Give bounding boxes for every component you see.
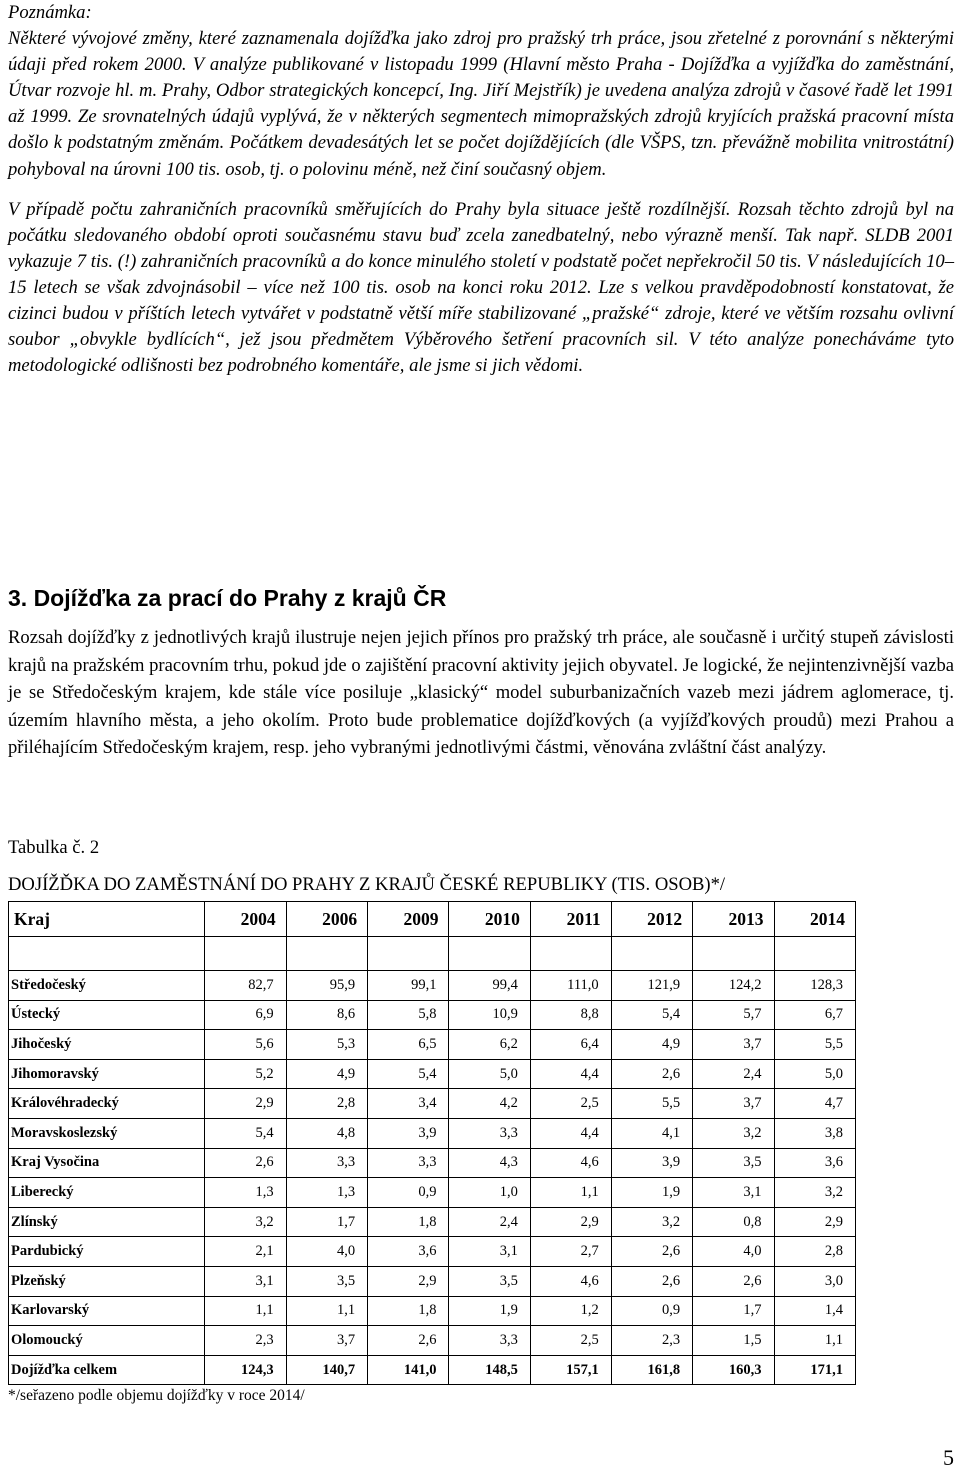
region-name-cell: Karlovarský: [9, 1296, 205, 1326]
value-cell: 1,3: [205, 1178, 286, 1208]
note-block: [8, 0, 954, 379]
value-cell: 2,6: [611, 1266, 692, 1296]
value-cell: 8,6: [286, 1000, 367, 1030]
document-page: [8, 0, 954, 1404]
value-cell: 4,4: [530, 1059, 611, 1089]
value-cell: 5,0: [774, 1059, 856, 1089]
value-cell: 5,3: [286, 1030, 367, 1060]
value-cell: 140,7: [286, 1355, 367, 1385]
region-name-cell: Moravskoslezský: [9, 1118, 205, 1148]
note-paragraph-2: V případě počtu zahraničních pracovníků směřujících do Prahy byla situace ještě rozdílnější. Rozsah těchto zdrojů byl na počátku sledovaného období oproti současnému stavu buď zcela zanedbatelný, nebo výrazně menší. Tak např. SLDB 2001 vykazuje 7 tis. (!) zahraničních pracovníků a do konce minulého století v podstatě počet nepřekročil 50 tis. V následujících 10–15 letech se však zdvojnásobil – více než 100 tis. osob na konci roku 2012. Lze s velkou pravděpodobností konstatovat, že cizinci budou v příštích letech vytvářet v podstatně větší míře stabilizované „pražské“ zdroje, které ve větším rozsahu ovlivní soubor „obvykle bydlících“, jež jsou předmětem Výběrového šetření pracovních sil. V této analýze ponecháváme tyto metodologické odlišnosti bez podrobného komentáře, ale jsme si jich vědomi.: [8, 198, 954, 377]
region-name-cell: Královéhradecký: [9, 1089, 205, 1119]
value-cell: 2,1: [205, 1237, 286, 1267]
header-cell: 2009: [368, 902, 449, 937]
value-cell: 2,3: [611, 1326, 692, 1356]
region-name-cell: Jihomoravský: [9, 1059, 205, 1089]
table-header-row: [9, 902, 856, 937]
section-heading: 3. Dojížďka za prací do Prahy z krajů ČR: [8, 585, 447, 611]
value-cell: 3,7: [286, 1326, 367, 1356]
value-cell: 3,8: [774, 1118, 856, 1148]
table-row: [9, 1266, 856, 1296]
value-cell: 1,3: [286, 1178, 367, 1208]
value-cell: 0,8: [693, 1207, 774, 1237]
value-cell: 3,1: [693, 1178, 774, 1208]
value-cell: 1,9: [449, 1296, 530, 1326]
value-cell: 3,2: [205, 1207, 286, 1237]
value-cell: 4,0: [693, 1237, 774, 1267]
value-cell: 3,2: [611, 1207, 692, 1237]
value-cell: 5,7: [693, 1000, 774, 1030]
value-cell: 1,2: [530, 1296, 611, 1326]
value-cell: 0,9: [368, 1178, 449, 1208]
region-name-cell: Olomoucký: [9, 1326, 205, 1356]
header-cell: 2014: [774, 902, 856, 937]
value-cell: 3,3: [368, 1148, 449, 1178]
value-cell: 4,7: [774, 1089, 856, 1119]
value-cell: 5,4: [611, 1000, 692, 1030]
value-cell: 6,5: [368, 1030, 449, 1060]
value-cell: 3,6: [368, 1237, 449, 1267]
region-name-cell: Pardubický: [9, 1237, 205, 1267]
value-cell: 2,6: [368, 1326, 449, 1356]
value-cell: 1,7: [286, 1207, 367, 1237]
header-cell: 2012: [611, 902, 692, 937]
value-cell: 2,7: [530, 1237, 611, 1267]
value-cell: 2,6: [693, 1266, 774, 1296]
value-cell: 157,1: [530, 1355, 611, 1385]
table-spacer-row: [9, 937, 856, 971]
value-cell: 4,9: [611, 1030, 692, 1060]
value-cell: 3,3: [449, 1326, 530, 1356]
value-cell: 3,9: [368, 1118, 449, 1148]
value-cell: 0,9: [611, 1296, 692, 1326]
commuting-table: [8, 901, 856, 1385]
header-cell: Kraj: [9, 902, 205, 937]
value-cell: 1,1: [205, 1296, 286, 1326]
value-cell: 2,9: [205, 1089, 286, 1119]
value-cell: 3,3: [449, 1118, 530, 1148]
value-cell: 121,9: [611, 971, 692, 1001]
table-row: [9, 1089, 856, 1119]
value-cell: 4,6: [530, 1148, 611, 1178]
region-name-cell: Zlínský: [9, 1207, 205, 1237]
region-name-cell: Kraj Vysočina: [9, 1148, 205, 1178]
header-cell: 2004: [205, 902, 286, 937]
value-cell: 5,5: [611, 1089, 692, 1119]
value-cell: 1,4: [774, 1296, 856, 1326]
value-cell: 5,4: [205, 1118, 286, 1148]
table-row: [9, 1148, 856, 1178]
value-cell: 161,8: [611, 1355, 692, 1385]
region-name-cell: Dojížďka celkem: [9, 1355, 205, 1385]
table-row: [9, 971, 856, 1001]
header-cell: 2013: [693, 902, 774, 937]
value-cell: 4,8: [286, 1118, 367, 1148]
table-row: [9, 1030, 856, 1060]
value-cell: 3,5: [286, 1266, 367, 1296]
value-cell: 3,5: [449, 1266, 530, 1296]
value-cell: 2,6: [611, 1059, 692, 1089]
value-cell: 2,4: [693, 1059, 774, 1089]
value-cell: 4,1: [611, 1118, 692, 1148]
value-cell: 99,4: [449, 971, 530, 1001]
value-cell: 1,9: [611, 1178, 692, 1208]
value-cell: 2,6: [205, 1148, 286, 1178]
region-name-cell: Ústecký: [9, 1000, 205, 1030]
value-cell: 3,3: [286, 1148, 367, 1178]
value-cell: 1,7: [693, 1296, 774, 1326]
value-cell: 4,2: [449, 1089, 530, 1119]
table-row: [9, 1296, 856, 1326]
table-row: [9, 1237, 856, 1267]
table-title: DOJÍŽĎKA DO ZAMĚSTNÁNÍ DO PRAHY Z KRAJŮ ČESKÉ REPUBLIKY (TIS. OSOB)*/: [8, 874, 726, 895]
value-cell: 111,0: [530, 971, 611, 1001]
value-cell: 2,9: [530, 1207, 611, 1237]
value-cell: 5,6: [205, 1030, 286, 1060]
section-paragraph: Rozsah dojížďky z jednotlivých krajů ilustruje nejen jejich přínos pro pražský trh práce, ale současně i určitý stupeň závislosti krajů na pražském pracovním trhu, pokud jde o zajištění pracovní aktivity jejich obyvatel. Je logické, že nejintenzivnější vazba je se Středočeským krajem, kde stále více posiluje „klasický“ model suburbanizačních vazeb mezi jádrem aglomerace, tj. územím hlavního města, a jeho okolím. Proto bude problematice dojížďkových (a vyjížďkových proudů) mezi Prahou a přiléhajícím Středočeským krajem, resp. jeho vybranými jednotlivými částmi, věnována zvláštní část analýzy.: [8, 627, 954, 759]
region-name-cell: Jihočeský: [9, 1030, 205, 1060]
value-cell: 1,8: [368, 1296, 449, 1326]
table-row: [9, 1118, 856, 1148]
value-cell: 5,5: [774, 1030, 856, 1060]
value-cell: 128,3: [774, 971, 856, 1001]
value-cell: 1,8: [368, 1207, 449, 1237]
value-cell: 6,4: [530, 1030, 611, 1060]
region-name-cell: Středočeský: [9, 971, 205, 1001]
value-cell: 160,3: [693, 1355, 774, 1385]
note-heading: Poznámka:: [8, 2, 92, 23]
value-cell: 141,0: [368, 1355, 449, 1385]
value-cell: 99,1: [368, 971, 449, 1001]
table-row: [9, 1207, 856, 1237]
value-cell: 4,0: [286, 1237, 367, 1267]
value-cell: 2,5: [530, 1326, 611, 1356]
value-cell: 5,4: [368, 1059, 449, 1089]
value-cell: 10,9: [449, 1000, 530, 1030]
header-cell: 2011: [530, 902, 611, 937]
table-label: Tabulka č. 2: [8, 837, 100, 858]
value-cell: 2,8: [774, 1237, 856, 1267]
value-cell: 1,5: [693, 1326, 774, 1356]
value-cell: 1,1: [286, 1296, 367, 1326]
note-paragraph-1: Některé vývojové změny, které zaznamenala dojížďka jako zdroj pro pražský trh práce, jsou zřetelné z porovnání s některými údaji před rokem 2000. V analýze publikované v listopadu 1999 (Hlavní město Praha - Dojížďka a vyjížďka do zaměstnání, Útvar rozvoje hl. m. Prahy, Odbor strategických koncepcí, Ing. Jiří Mejstřík) je uvedena analýza zdrojů v časové řadě let 1991 až 1999. Ze srovnatelných údajů vyplývá, že v některých segmentech mimopražských zdrojů kryjících pražská pracovní místa došlo k podstatným změnám. Počátkem devadesátých let se počet dojíždějících (dle VŠPS, tzn. převážně mobilita vnitrostátní) pohyboval na úrovni 100 tis. osob, tj. o polovinu méně, než činí současný objem.: [8, 28, 954, 180]
value-cell: 6,9: [205, 1000, 286, 1030]
value-cell: 2,5: [530, 1089, 611, 1119]
value-cell: 3,0: [774, 1266, 856, 1296]
value-cell: 2,9: [368, 1266, 449, 1296]
table-body: [9, 937, 856, 1385]
value-cell: 2,9: [774, 1207, 856, 1237]
value-cell: 4,4: [530, 1118, 611, 1148]
value-cell: 6,2: [449, 1030, 530, 1060]
value-cell: 1,1: [530, 1178, 611, 1208]
value-cell: 3,2: [693, 1118, 774, 1148]
table-row: [9, 1178, 856, 1208]
value-cell: 124,2: [693, 971, 774, 1001]
table-footnote: */seřazeno podle objemu dojížďky v roce 2014/: [8, 1387, 305, 1404]
value-cell: 2,4: [449, 1207, 530, 1237]
value-cell: 3,7: [693, 1030, 774, 1060]
value-cell: 3,6: [774, 1148, 856, 1178]
value-cell: 1,1: [774, 1326, 856, 1356]
value-cell: 2,8: [286, 1089, 367, 1119]
value-cell: 148,5: [449, 1355, 530, 1385]
value-cell: 5,8: [368, 1000, 449, 1030]
value-cell: 3,4: [368, 1089, 449, 1119]
value-cell: 171,1: [774, 1355, 856, 1385]
value-cell: 3,5: [693, 1148, 774, 1178]
value-cell: 3,2: [774, 1178, 856, 1208]
value-cell: 3,1: [205, 1266, 286, 1296]
table-row: [9, 1326, 856, 1356]
value-cell: 95,9: [286, 971, 367, 1001]
value-cell: 4,9: [286, 1059, 367, 1089]
value-cell: 4,3: [449, 1148, 530, 1178]
region-name-cell: Plzeňský: [9, 1266, 205, 1296]
value-cell: 8,8: [530, 1000, 611, 1030]
value-cell: 3,9: [611, 1148, 692, 1178]
value-cell: 82,7: [205, 971, 286, 1001]
table-row: [9, 1059, 856, 1089]
value-cell: 5,0: [449, 1059, 530, 1089]
value-cell: 4,6: [530, 1266, 611, 1296]
value-cell: 3,1: [449, 1237, 530, 1267]
value-cell: 6,7: [774, 1000, 856, 1030]
value-cell: 2,6: [611, 1237, 692, 1267]
value-cell: 2,3: [205, 1326, 286, 1356]
table-row: [9, 1000, 856, 1030]
table-row: [9, 1355, 856, 1385]
page-number: 5: [943, 1445, 954, 1470]
value-cell: 5,2: [205, 1059, 286, 1089]
value-cell: 3,7: [693, 1089, 774, 1119]
value-cell: 124,3: [205, 1355, 286, 1385]
value-cell: 1,0: [449, 1178, 530, 1208]
header-cell: 2010: [449, 902, 530, 937]
header-cell: 2006: [286, 902, 367, 937]
region-name-cell: Liberecký: [9, 1178, 205, 1208]
